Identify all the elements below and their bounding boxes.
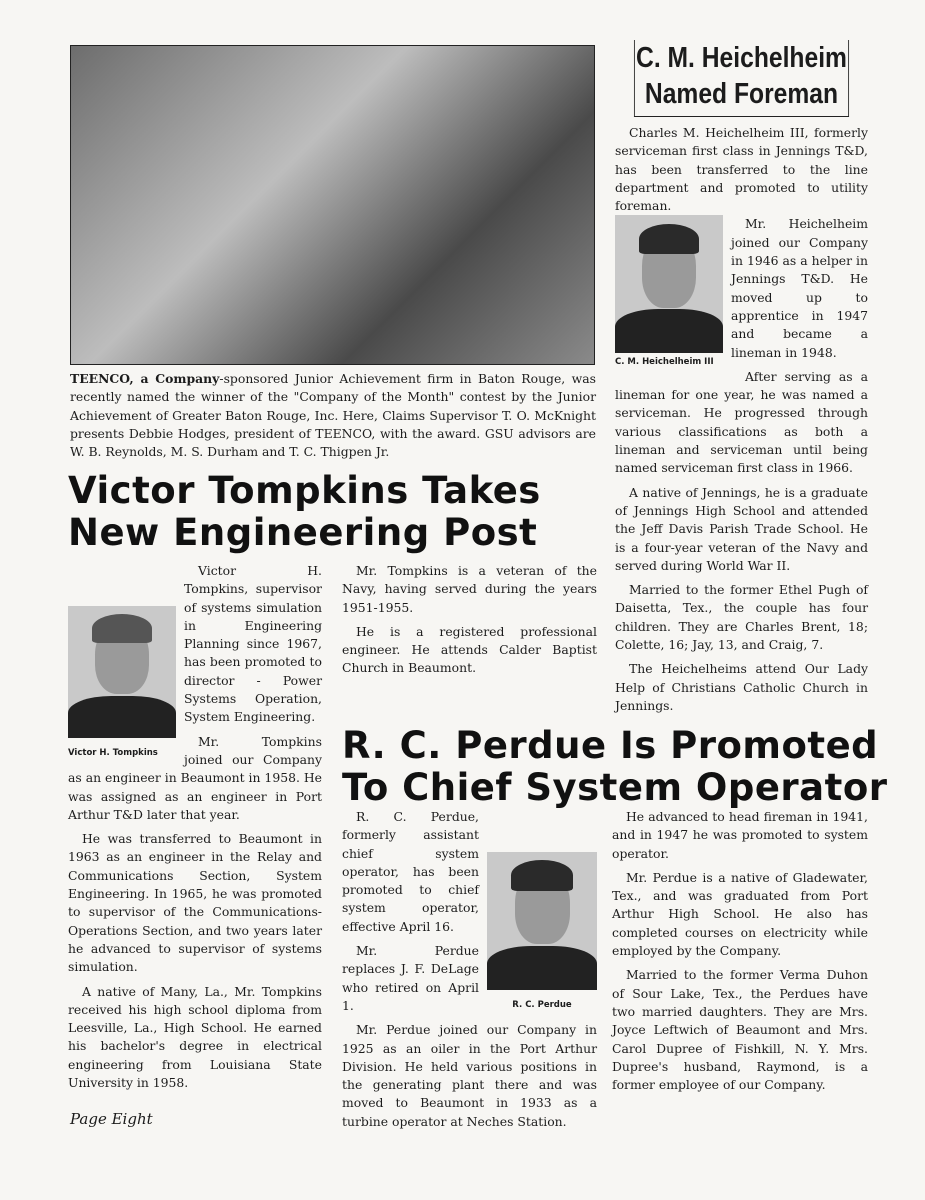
heichelheim-paragraph: Charles M. Heichelheim III, formerly serviceman first class in Jennings T&D, has been transferred to the line department and promoted to utility foreman. <box>615 125 868 214</box>
heichelheim-article <box>615 124 868 721</box>
heichelheim-paragraph: A native of Jennings, he is a graduate of Jennings High School and attended the Jeff Davis Parish Trade School. He is a four-year veteran of the Navy and served during World War II. <box>615 484 868 573</box>
heichelheim-paragraph: The Heichelheims attend Our Lady Help of Christians Catholic Church in Jennings. <box>615 661 868 713</box>
tompkins-headline <box>68 470 608 554</box>
caption-text: -sponsored Junior Achievement firm in Baton Rouge, was recently named the winner of the "Company of the Month" contest by the Junior Achievement of Greater Baton Rouge, Inc. Here, Claims Supervisor T. O. McKnight presents Debbie Hodges, president of TEENCO, with the award. GSU advisors are W. B. Reynolds, M. S. Durham and T. C. Thigpen Jr. <box>70 371 596 460</box>
heichelheim-photo-caption: C. M. Heichelheim III <box>615 357 714 368</box>
heichelheim-title-line-2: Named Foreman <box>644 78 839 110</box>
perdue-portrait <box>487 852 597 990</box>
heichelheim-title-line-1: C. M. Heichelheim <box>636 42 847 74</box>
perdue-paragraph: Mr. Perdue replaces J. F. DeLage who retired on April 1. <box>342 943 479 1013</box>
teenco-group-photo <box>70 45 595 365</box>
tompkins-photo-caption: Victor H. Tompkins <box>68 748 158 758</box>
tompkins-article-col1 <box>68 562 322 1098</box>
perdue-headline-line-2: To Chief System Operator <box>342 766 888 809</box>
tompkins-headline-line-1: Victor Tompkins Takes <box>68 469 541 512</box>
heichelheim-portrait <box>615 215 723 353</box>
tompkins-photo-block <box>68 606 176 762</box>
tompkins-paragraph: Mr. Tompkins joined our Company as an engineer in Beaumont in 1958. He was assigned as an engineer in Port Arthur T&D later that year. <box>68 733 322 822</box>
perdue-paragraph: Mr. Perdue is a native of Gladewater, Tex., and was graduated from Port Arthur High School. He also has completed courses on electricity while employed by the Company. <box>612 869 868 959</box>
heichelheim-photo-block <box>615 215 723 371</box>
tompkins-paragraph: A native of Many, La., Mr. Tompkins received his high school diploma from Leesville, La., High School. He earned his bachelor's degree in electrical engineering from Louisiana State University in 1958. <box>68 983 322 1091</box>
perdue-headline-line-1: R. C. Perdue Is Promoted <box>342 724 879 767</box>
page-number: Page Eight <box>70 1110 153 1128</box>
photo-caption <box>70 370 596 461</box>
tompkins-paragraph: He was transferred to Beaumont in 1963 as an engineer in the Relay and Communications Section, System Engineering. In 1965, he was promoted to supervisor of the Communications-Operations Section, and two years later he advanced to supervisor of systems simulation. <box>68 831 322 975</box>
heichelheim-paragraph: Married to the former Ethel Pugh of Daisetta, Tex., the couple has four children. They are Charles Brent, 18; Colette, 16; Jay, 13, and Craig, 7. <box>615 582 868 653</box>
caption-lead: TEENCO, a Company <box>70 371 220 386</box>
perdue-headline <box>342 725 902 809</box>
perdue-photo-caption: R. C. Perdue <box>512 1000 572 1010</box>
tompkins-article-col2 <box>342 562 597 684</box>
perdue-paragraph: Mr. Perdue joined our Company in 1925 as an oiler in the Port Arthur Division. He held various positions in the generating plant there and was moved to Beaumont in 1933 as a turbine operator at Neches Station. <box>342 1022 597 1129</box>
tompkins-paragraph: Victor H. Tompkins, supervisor of systems simulation in Engineering Planning since 1967, has been promoted to director - Power Systems Operation, System Engineering. <box>184 563 322 725</box>
perdue-article-col3 <box>612 808 868 1100</box>
tompkins-headline-line-2: New Engineering Post <box>68 511 538 554</box>
perdue-photo-block <box>487 852 597 1014</box>
tompkins-portrait <box>68 606 176 738</box>
heichelheim-paragraph: Mr. Heichelheim joined our Company in 1946 as a helper in Jennings T&D. He moved up to apprentice in 1947 and became a lineman in 1948. <box>731 216 868 360</box>
perdue-paragraph: Married to the former Verma Duhon of Sour Lake, Tex., the Perdues have two married daughters. They are Mrs. Joyce Leftwich of Beaumont and Mrs. Carol Dupree of Fishkill, N. Y. Mrs. Dupree's husband, Raymond, is a former employee of our Company. <box>612 967 868 1093</box>
perdue-paragraph: He advanced to head fireman in 1941, and in 1947 he was promoted to system operator. <box>612 809 868 861</box>
tompkins-paragraph: He is a registered professional engineer. He attends Calder Baptist Church in Beaumont. <box>342 623 597 676</box>
heichelheim-title-box <box>634 40 849 117</box>
tompkins-paragraph: Mr. Tompkins is a veteran of the Navy, having served during the years 1951-1955. <box>342 563 597 615</box>
perdue-paragraph: R. C. Perdue, formerly assistant chief system operator, has been promoted to chief system operator, effective April 16. <box>342 809 479 934</box>
heichelheim-paragraph: After serving as a lineman for one year, he was named a serviceman. He progressed through various classifications as both a lineman and serviceman until being named serviceman first class in 1966. <box>615 368 868 476</box>
perdue-article-col2 <box>342 808 597 1137</box>
